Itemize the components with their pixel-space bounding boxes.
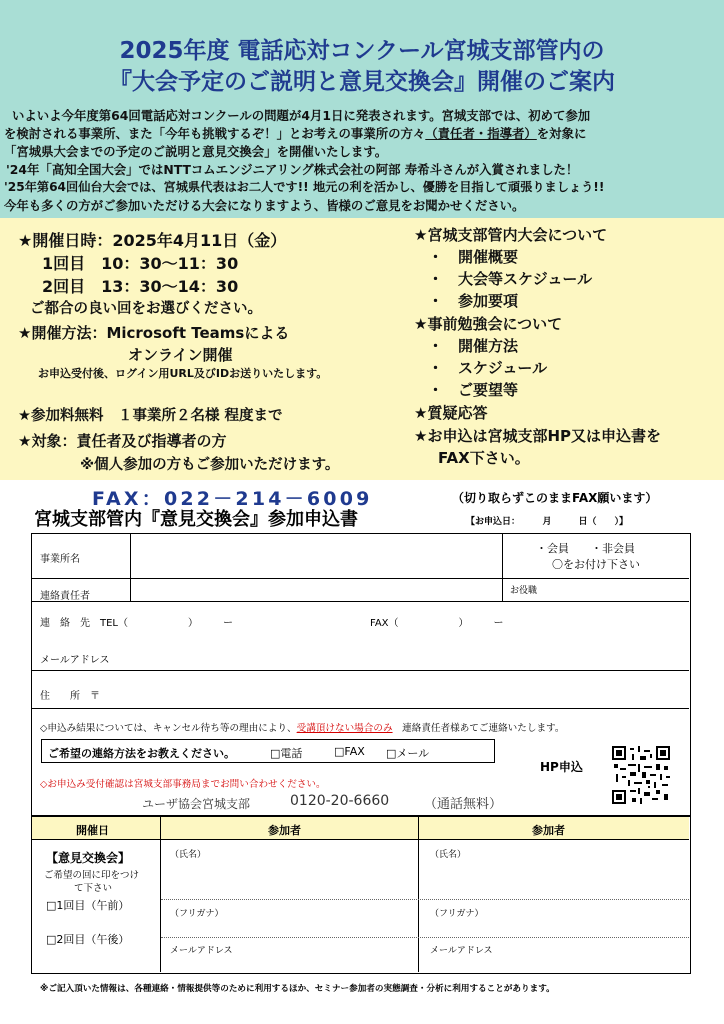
header-band xyxy=(0,0,724,218)
p1-name-field[interactable]: （氏名） xyxy=(170,850,207,860)
method: ★開催方法：Microsoft Teamsによる xyxy=(18,324,290,342)
divider xyxy=(502,534,503,601)
contact-person-input[interactable] xyxy=(132,579,500,600)
contact-person-label: 連絡責任者 xyxy=(40,591,90,602)
position-label: お役職 xyxy=(510,586,538,596)
divider xyxy=(161,899,689,900)
divider xyxy=(161,937,689,938)
org-name: ユーザ協会宮城支部 xyxy=(142,797,251,811)
right-heading-1: ★宮城支部管内大会について xyxy=(414,226,608,244)
member-note: 〇をお付け下さい xyxy=(552,558,640,571)
divider xyxy=(130,534,131,601)
p2-name-field[interactable]: （氏名） xyxy=(430,850,467,860)
choose-note: ご都合の良い回をお選びください。 xyxy=(30,301,262,317)
p2-furigana-field[interactable]: （フリガナ） xyxy=(430,909,484,919)
right-heading-3: ★質疑応答 xyxy=(414,404,488,422)
divider xyxy=(160,817,161,972)
result-note: ◇申込み結果については、キャンセル待ち等の理由により、受講頂けない場合のみ 連絡責任者様あてご連絡いたします。 xyxy=(40,723,565,734)
target: ★対象：責任者及び指導者の方 xyxy=(18,432,227,450)
col-participant-2: 参加者 xyxy=(532,824,565,837)
contact-option-mail[interactable]: □メール xyxy=(386,747,430,760)
intro-line: '24年「高知全国大会」ではNTTコムエンジニアリング株式会社の阿部 寿希斗さんが入賞されました！ xyxy=(6,162,579,177)
right-item: ・ 大会等スケジュール xyxy=(428,270,593,288)
event-note-2: て下さい xyxy=(74,883,113,894)
apply-date[interactable]: 【お申込日： 月 日（ ）】 xyxy=(466,517,629,527)
intro-line: '25年第64回仙台大会では、宮城県代表はお二人です!! 地元の利を活かし、優勝を目指して頑張りましょう!! xyxy=(4,180,605,194)
contact-option-fax[interactable]: □FAX xyxy=(334,745,365,758)
qr-code-image xyxy=(612,746,670,804)
right-heading-4: ★お申込は宮城支部HP又は申込書を xyxy=(414,427,661,445)
info-band xyxy=(0,218,724,480)
company-input[interactable] xyxy=(132,535,500,577)
right-item: ・ 開催概要 xyxy=(428,248,519,266)
member-options[interactable]: ・会員 ・非会員 xyxy=(536,542,635,555)
right-heading-2: ★事前勉強会について xyxy=(414,315,563,333)
p1-furigana-field[interactable]: （フリガナ） xyxy=(170,909,224,919)
contact-option-phone[interactable]: □電話 xyxy=(270,747,303,760)
contact-method-box xyxy=(41,739,495,763)
email-label[interactable]: メールアドレス xyxy=(40,655,110,666)
right-heading-4b: FAX下さい。 xyxy=(438,449,530,467)
intro-underlined: （責任者・指導者） xyxy=(425,126,537,141)
contact-method-label: ご希望の連絡方法をお教えください。 xyxy=(48,747,235,760)
fee: ★参加料無料 １事業所２名様 程度まで xyxy=(18,408,283,424)
qr-code[interactable] xyxy=(612,746,670,804)
org-phone[interactable]: 0120-20-6660 xyxy=(290,793,390,809)
event-date: ★開催日時：2025年4月11日（金） xyxy=(18,231,287,250)
hp-label: HP申込 xyxy=(540,760,583,774)
method-online: オンライン開催 xyxy=(128,346,233,364)
form-title: 宮城支部管内『意見交換会』参加申込書 xyxy=(34,509,358,530)
confirm-note: ◇お申込み受付確認は宮城支部事務局までお問い合わせください。 xyxy=(40,779,326,790)
intro-line: を検討される事業所、また「今年も挑戦するぞ！」とお考えの事業所の方々（責任者・指導者）を対象に xyxy=(4,126,587,141)
fax-label[interactable]: FAX（ ） ー xyxy=(370,618,504,629)
free-call-note: （通話無料） xyxy=(424,797,503,812)
participants-table xyxy=(31,816,691,974)
application-form xyxy=(31,533,691,816)
col-date: 開催日 xyxy=(76,824,109,837)
session-pm-checkbox[interactable]: □2回目（午後） xyxy=(46,933,130,946)
tel-label[interactable]: 連 絡 先 TEL（ ） ー xyxy=(40,618,233,629)
event-note-1: ご希望の回に印をつけ xyxy=(44,870,140,881)
target-note: ※個人参加の方もご参加いただけます。 xyxy=(80,457,340,473)
right-item: ・ ご要望等 xyxy=(428,381,519,399)
p1-email-field[interactable]: メールアドレス xyxy=(170,946,233,956)
event-name: 【意見交換会】 xyxy=(46,851,131,865)
intro-line: 今年も多くの方がご参加いただける大会になりますよう、皆様のご意見をお聞かせください。 xyxy=(4,198,525,213)
col-participant-1: 参加者 xyxy=(268,824,301,837)
divider xyxy=(32,601,689,602)
title-line-2: 『大会予定のご説明と意見交換会』開催のご案内 xyxy=(109,69,615,95)
session-am-checkbox[interactable]: □1回目（午前） xyxy=(46,899,130,912)
method-note: お申込受付後、ログイン用URL及びIDお送りいたします。 xyxy=(38,367,328,380)
session-2: 2回目 13：30～14：30 xyxy=(42,277,239,296)
intro-line: 「宮城県大会までの予定のご説明と意見交換会」を開催いたします。 xyxy=(4,144,388,159)
footnote: ※ご記入頂いた情報は、各種連絡・情報提供等のために利用するほか、セミナー参加者の実態調査・分析に利用することがあります。 xyxy=(40,984,555,994)
fax-number: FAX：022－214－6009 xyxy=(92,488,373,510)
right-item: ・ 参加要項 xyxy=(428,292,519,310)
address-label[interactable]: 住 所 〒 xyxy=(40,691,100,702)
right-item: ・ 開催方法 xyxy=(428,337,519,355)
company-label: 事業所名 xyxy=(40,554,80,565)
divider xyxy=(418,817,419,972)
session-1: 1回目 10：30～11：30 xyxy=(42,254,239,273)
p2-email-field[interactable]: メールアドレス xyxy=(430,946,493,956)
right-item: ・ スケジュール xyxy=(428,359,548,377)
title-line-1: 2025年度 電話応対コンクール宮城支部管内の xyxy=(119,38,605,64)
divider xyxy=(32,670,689,671)
intro-line: いよいよ今年度第64回電話応対コンクールの問題が4月1日に発表されます。宮城支部では、初めて参加 xyxy=(12,108,591,123)
fax-note: （切り取らずこのままFAX願います） xyxy=(452,491,658,505)
divider xyxy=(32,708,689,709)
table-header xyxy=(32,817,689,840)
